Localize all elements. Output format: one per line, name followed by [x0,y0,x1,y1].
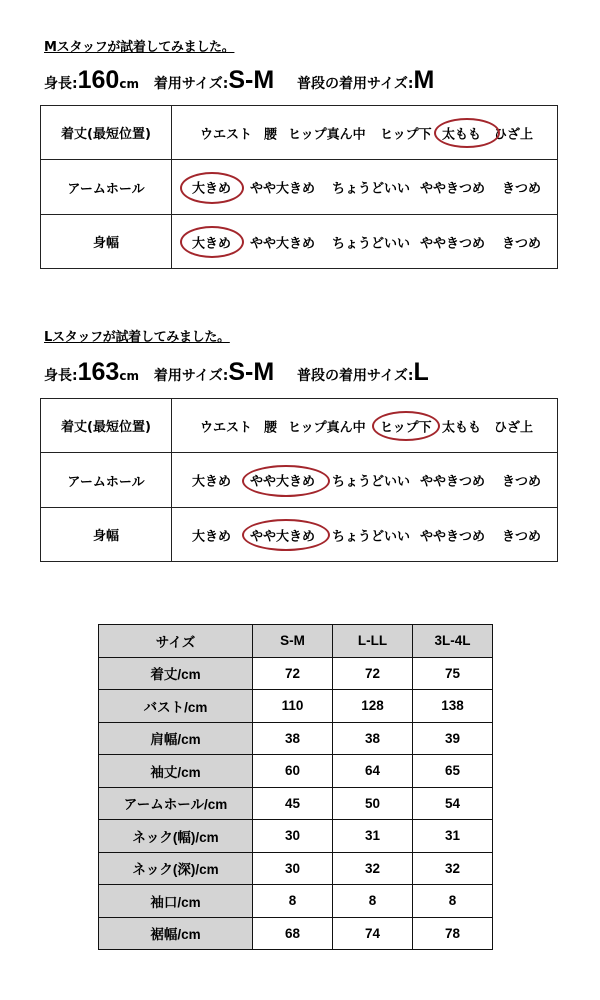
table-cell: 68 [253,917,333,950]
option-waist: ウエスト [200,420,253,435]
table-cell: 65 [413,755,493,788]
option-hip-upper: 腰 [264,420,278,435]
height-value: 160 [77,66,120,94]
row-label: 袖丈/cm [99,755,253,788]
selected-ring [242,519,330,551]
option-just-right: ちょうどいい [332,236,411,251]
header-cell: サイズ [99,625,253,658]
header-cell: S-M [253,625,333,658]
size-chart-header [99,625,493,658]
option-waist: ウエスト [200,127,253,142]
table-cell: 45 [253,787,333,820]
row-label: 着丈/cm [99,657,253,690]
fit-row-label: アームホール [41,453,172,508]
usual-size-label: 普段の着用サイズ: [297,76,414,92]
table-cell: 54 [413,787,493,820]
m-staff-fit-table [40,105,558,269]
table-row [99,787,493,820]
table-row [99,917,493,950]
table-cell: 8 [253,885,333,918]
fit-row-length [41,399,558,453]
option-slightly-large: やや大きめ [250,236,316,251]
option-just-right: ちょうどいい [332,529,411,544]
option-large: 大きめ [192,474,232,490]
header-cell: 3L-4L [413,625,493,658]
table-row [99,690,493,723]
height-label: 身長: [44,368,78,384]
fit-row-armhole [41,453,558,508]
option-thigh: 太もも [442,420,482,435]
option-slightly-large: やや大きめ [250,474,316,490]
fit-row-label: 着丈(最短位置) [41,399,172,453]
table-cell: 8 [413,885,493,918]
selected-ring [242,465,330,497]
row-label: バスト/cm [99,690,253,723]
fit-size-value: S-M [228,358,275,386]
table-cell: 39 [413,722,493,755]
fit-row-label: 着丈(最短位置) [41,106,172,160]
table-row [99,755,493,788]
table-cell: 38 [253,722,333,755]
option-large: 大きめ [192,529,232,544]
selected-ring [180,226,244,258]
fit-row-label: 身幅 [41,215,172,269]
option-hip-middle: ヒップ真ん中 [288,127,366,142]
table-cell: 8 [333,885,413,918]
table-cell: 30 [253,852,333,885]
table-cell: 75 [413,657,493,690]
option-hip-middle: ヒップ真ん中 [288,420,366,435]
table-cell: 138 [413,690,493,723]
table-cell: 31 [333,820,413,853]
l-staff-fit-table [40,398,558,562]
option-above-knee: ひざ上 [494,127,534,142]
table-cell: 78 [413,917,493,950]
option-below-hip: ヒップ下 [380,127,432,142]
fit-size-label: 着用サイズ: [153,368,229,384]
height-unit: cm [119,77,139,91]
l-staff-stats [44,358,429,387]
fit-row-label: 身幅 [41,508,172,562]
table-cell: 32 [333,852,413,885]
option-tight: きつめ [502,474,542,490]
option-slightly-tight: ややきつめ [420,236,486,251]
usual-size-value: L [413,358,429,386]
fit-row-length [41,106,558,160]
table-cell: 30 [253,820,333,853]
table-cell: 110 [253,690,333,723]
table-cell: 64 [333,755,413,788]
option-below-hip: ヒップ下 [380,420,432,435]
option-slightly-tight: ややきつめ [420,529,486,544]
option-large: 大きめ [192,236,232,251]
option-slightly-large: やや大きめ [250,529,316,544]
option-slightly-tight: ややきつめ [420,474,486,490]
row-label: 裾幅/cm [99,917,253,950]
option-hip-upper: 腰 [264,127,278,142]
row-label: 肩幅/cm [99,722,253,755]
table-row [99,820,493,853]
option-large: 大きめ [192,181,232,197]
option-tight: きつめ [502,529,542,544]
option-just-right: ちょうどいい [332,181,411,197]
table-cell: 72 [253,657,333,690]
table-cell: 50 [333,787,413,820]
fit-row-label: アームホール [41,160,172,215]
table-cell: 32 [413,852,493,885]
fit-size-label: 着用サイズ: [153,76,229,92]
fit-size-value: S-M [228,66,275,94]
header-cell: L-LL [333,625,413,658]
table-cell: 72 [333,657,413,690]
row-label: 袖口/cm [99,885,253,918]
option-slightly-tight: ややきつめ [420,181,486,197]
option-thigh: 太もも [442,127,482,142]
option-just-right: ちょうどいい [332,474,411,490]
table-cell: 128 [333,690,413,723]
table-row [99,885,493,918]
row-label: ネック(幅)/cm [99,820,253,853]
row-label: ネック(深)/cm [99,852,253,885]
m-staff-heading: Mスタッフが試着してみました。 [44,40,235,55]
row-label: アームホール/cm [99,787,253,820]
table-row [99,657,493,690]
height-label: 身長: [44,76,78,92]
height-value: 163 [77,358,120,386]
m-staff-stats [44,66,434,95]
table-cell: 31 [413,820,493,853]
option-slightly-large: やや大きめ [250,181,316,197]
fit-row-width [41,508,558,562]
table-cell: 38 [333,722,413,755]
size-chart-table [98,624,493,950]
selected-ring [180,172,244,204]
selected-ring [372,411,440,441]
table-cell: 60 [253,755,333,788]
selected-ring [434,118,500,148]
usual-size-label: 普段の着用サイズ: [297,368,414,384]
l-staff-heading: Lスタッフが試着してみました。 [44,330,230,345]
table-row [99,852,493,885]
fit-row-width [41,215,558,269]
fit-row-armhole [41,160,558,215]
option-tight: きつめ [502,236,542,251]
table-row [99,722,493,755]
table-cell: 74 [333,917,413,950]
usual-size-value: M [413,66,435,94]
option-tight: きつめ [502,181,542,197]
height-unit: cm [119,369,139,383]
option-above-knee: ひざ上 [494,420,534,435]
